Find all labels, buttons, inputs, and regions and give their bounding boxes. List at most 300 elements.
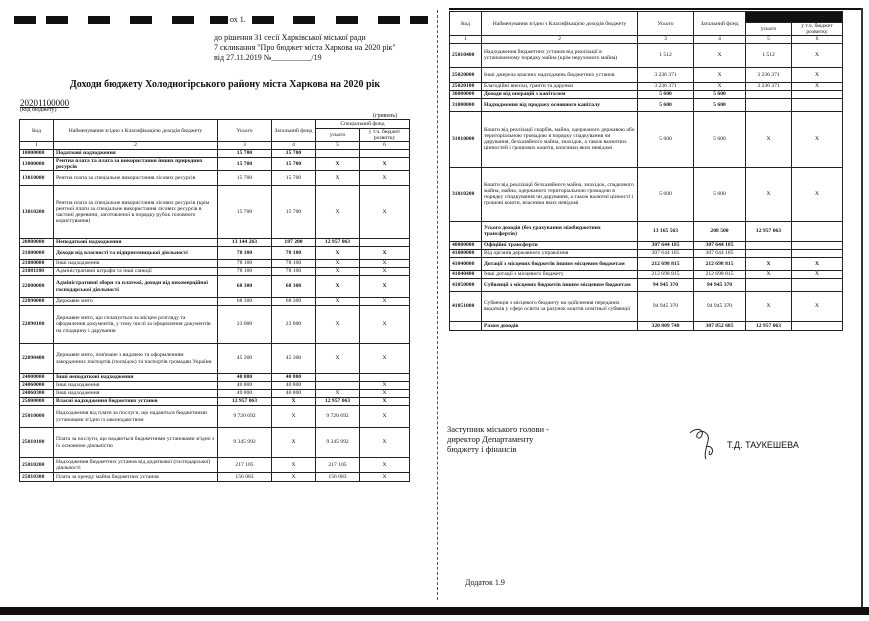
row-special: X xyxy=(316,260,360,268)
row-general: 187 200 xyxy=(272,239,316,247)
row-name: Благодійні внески, гранти та дарунки xyxy=(482,82,638,90)
row-special: X xyxy=(316,171,360,186)
row-code: 22090400 xyxy=(20,344,54,374)
row-development: X xyxy=(360,382,410,390)
row-code: 41040000 xyxy=(450,257,482,270)
table-row xyxy=(450,291,843,321)
table-row xyxy=(20,239,410,247)
table-row xyxy=(20,171,410,186)
row-development: X xyxy=(792,43,843,67)
row-total: 40 800 xyxy=(218,382,272,390)
row-name: Усього доходів (без урахування міжбюджетних трансфертів) xyxy=(482,221,638,241)
row-development: X xyxy=(792,167,843,221)
row-development xyxy=(360,149,410,157)
row-code: 41050000 xyxy=(450,278,482,291)
row-total: 68 300 xyxy=(218,276,272,298)
col-number: 5 xyxy=(316,142,360,149)
handwritten-signature xyxy=(686,423,726,463)
row-development: X xyxy=(360,157,410,170)
row-code: 25020100 xyxy=(450,82,482,90)
row-general: 15 700 xyxy=(272,149,316,157)
row-development: X xyxy=(360,298,410,306)
row-total: 45 300 xyxy=(218,344,272,374)
table-row xyxy=(450,111,843,167)
row-code: 21000000 xyxy=(20,247,54,260)
row-development xyxy=(792,221,843,241)
redaction-bar xyxy=(210,16,228,24)
row-special xyxy=(746,249,792,257)
redaction-bar xyxy=(336,16,358,24)
row-general: 15 700 xyxy=(272,157,316,170)
row-name: Офіційні трансферти xyxy=(482,241,638,249)
row-special: 12 957 063 xyxy=(746,221,792,241)
row-special: X xyxy=(316,186,360,239)
row-code: 41051000 xyxy=(450,291,482,321)
row-special: X xyxy=(316,306,360,344)
col-header-general: Загальний фонд xyxy=(694,12,746,36)
row-code: 25010100 xyxy=(20,428,54,458)
row-total: 320 809 748 xyxy=(638,321,694,330)
row-total: 78 100 xyxy=(218,260,272,268)
row-code: 24000000 xyxy=(20,374,54,382)
table-row xyxy=(20,406,410,428)
table-row xyxy=(20,276,410,298)
redaction-bar xyxy=(410,16,428,24)
row-special xyxy=(316,382,360,390)
row-name: Неподаткові надходження xyxy=(54,239,218,247)
row-general: X xyxy=(272,406,316,428)
row-name: Разом доходів xyxy=(482,321,638,330)
page-title: Доходи бюджету Холодногірського району міста Харкова на 2020 рік xyxy=(69,79,381,90)
table-row xyxy=(20,186,410,239)
row-special: 3 236 371 xyxy=(746,67,792,82)
row-general: X xyxy=(694,43,746,67)
redaction-bar xyxy=(130,16,152,24)
row-general: 208 500 xyxy=(694,221,746,241)
redaction-bar xyxy=(46,16,68,24)
row-special: 217 105 xyxy=(316,458,360,473)
row-general: 78 100 xyxy=(272,247,316,260)
row-name: Державне мито, що сплачується за місцем розгляду та оформлення документів, у тому числі за оформлення документів на спадщину і дарування xyxy=(54,306,218,344)
row-total: 40 800 xyxy=(218,390,272,398)
row-total: 13 144 263 xyxy=(218,239,272,247)
row-code: 13010200 xyxy=(20,186,54,239)
row-development: X xyxy=(360,186,410,239)
col-header-code: Код xyxy=(450,12,482,36)
row-total: 3 236 371 xyxy=(638,67,694,82)
col-number: 1 xyxy=(20,142,54,149)
row-total: 307 644 185 xyxy=(638,249,694,257)
row-special: X xyxy=(746,167,792,221)
row-name: Доходи від операцій з капіталом xyxy=(482,90,638,98)
row-total: 212 698 815 xyxy=(638,270,694,278)
row-name: Субвенції з місцевих бюджетів іншим місцевим бюджетам xyxy=(482,278,638,291)
row-development: X xyxy=(360,390,410,398)
row-code: 40000000 xyxy=(450,241,482,249)
row-special: 12 957 063 xyxy=(316,239,360,247)
row-code: 22000000 xyxy=(20,276,54,298)
col-header-name: Найменування згідно з Класифікацією доходів бюджету xyxy=(54,120,218,142)
row-code: 31010000 xyxy=(450,111,482,167)
row-development: X xyxy=(360,306,410,344)
row-name: Інші неподаткові надходження xyxy=(54,374,218,382)
row-general: 68 300 xyxy=(272,276,316,298)
row-general: X xyxy=(272,428,316,458)
col-header-name: Найменування згідно з Класифікацією доходів бюджету xyxy=(482,12,638,36)
row-code: 21080000 xyxy=(20,260,54,268)
right-edge-bar xyxy=(861,8,863,608)
row-total: 5 600 xyxy=(638,167,694,221)
col-header-special-dev: у т.ч. бюджет розвитку xyxy=(360,129,410,142)
col-header-special: Спеціальний фонд xyxy=(316,120,410,129)
row-name: Доходи від власності та підприємницької діяльності xyxy=(54,247,218,260)
row-code: 25020000 xyxy=(450,67,482,82)
row-name: Плата за послуги, що надаються бюджетними установами згідно з їх основною діяльністю xyxy=(54,428,218,458)
row-name: Плата за оренду майна бюджетних установ xyxy=(54,473,218,482)
row-development xyxy=(792,278,843,291)
table-row xyxy=(20,473,410,482)
row-general: 307 852 685 xyxy=(694,321,746,330)
row-special: X xyxy=(316,344,360,374)
col-number: 2 xyxy=(482,36,638,43)
table-row xyxy=(20,298,410,306)
row-general: 68 300 xyxy=(272,298,316,306)
row-development: X xyxy=(360,428,410,458)
signature-line-2: директор Департаменту xyxy=(447,434,534,444)
row-development: X xyxy=(792,111,843,167)
table-row xyxy=(450,270,843,278)
row-name: Субвенція з місцевого бюджету на здійснення переданих видатків у сфері освіти за рахунок коштів освітньої субвенції xyxy=(482,291,638,321)
row-code: 13000000 xyxy=(20,157,54,170)
row-name: Державне мито, пов'язане з видачею та оформленням закордонних паспортів (посвідок) та паспортів громадян України xyxy=(54,344,218,374)
row-code: 10000000 xyxy=(20,149,54,157)
row-general: 45 300 xyxy=(272,344,316,374)
col-header-total: Усього xyxy=(638,12,694,36)
col-number: 3 xyxy=(218,142,272,149)
row-name: Адміністративні штрафи та інші санкції xyxy=(54,268,218,276)
row-general: X xyxy=(694,82,746,90)
top-edge-bar xyxy=(449,8,861,10)
col-number: 2 xyxy=(54,142,218,149)
row-general: 78 100 xyxy=(272,268,316,276)
row-name: Інші надходження xyxy=(54,390,218,398)
row-development: X xyxy=(792,257,843,270)
row-total: 15 700 xyxy=(218,186,272,239)
row-development: X xyxy=(792,67,843,82)
redaction-bar xyxy=(293,16,315,24)
row-special: 1 512 xyxy=(746,43,792,67)
row-code: 13010000 xyxy=(20,171,54,186)
row-special xyxy=(746,241,792,249)
row-development: X xyxy=(360,473,410,482)
row-total: 212 698 815 xyxy=(638,257,694,270)
row-total: 78 100 xyxy=(218,268,272,276)
table-row xyxy=(450,98,843,111)
table-row xyxy=(450,82,843,90)
row-general: X xyxy=(694,67,746,82)
table-row xyxy=(450,167,843,221)
row-general: 40 800 xyxy=(272,390,316,398)
col-number: 4 xyxy=(694,36,746,43)
budget-code: 20201100000 xyxy=(20,98,70,108)
row-total: 217 105 xyxy=(218,458,272,473)
row-special xyxy=(746,98,792,111)
row-special: 12 957 063 xyxy=(316,398,360,406)
row-special: 3 236 371 xyxy=(746,82,792,90)
row-development: X xyxy=(360,398,410,406)
right-income-table xyxy=(449,11,843,331)
table-row xyxy=(20,268,410,276)
row-total: 78 100 xyxy=(218,247,272,260)
row-code: 21081100 xyxy=(20,268,54,276)
table-row xyxy=(20,374,410,382)
row-special: X xyxy=(316,157,360,170)
signature-line-1: Заступник міського голови - xyxy=(447,424,549,434)
row-code: 22090100 xyxy=(20,306,54,344)
row-code: 30000000 xyxy=(450,90,482,98)
col-number: 1 xyxy=(450,36,482,43)
row-name: Надходження бюджетних установ від реалізації в установленому порядку майна (крім нерухомого майна) xyxy=(482,43,638,67)
row-general: 15 700 xyxy=(272,171,316,186)
row-total: 15 700 xyxy=(218,171,272,186)
page-divider xyxy=(437,10,438,600)
table-row xyxy=(20,260,410,268)
redaction-bar xyxy=(252,16,274,24)
row-name: Рентна плата за спеціальне використання лісових ресурсів (крім рентної плати за спеціальне використання лісових ресурсів в частині деревини, заготовленої в порядку рубок головного користування) xyxy=(54,186,218,239)
row-special: 9 345 992 xyxy=(316,428,360,458)
header-line-1: до рішення 31 сесії Харківської міської ради xyxy=(214,33,366,42)
row-name: Інші джерела власних надходжень бюджетних установ xyxy=(482,67,638,82)
row-development xyxy=(792,249,843,257)
col-number: 6 xyxy=(360,142,410,149)
row-code: 25010000 xyxy=(20,406,54,428)
col-header-total: Усього xyxy=(218,120,272,142)
row-special: X xyxy=(316,247,360,260)
col-header-general: Загальний фонд xyxy=(272,120,316,142)
redaction-bar xyxy=(378,16,400,24)
row-total: 307 644 185 xyxy=(638,241,694,249)
row-general: 212 698 815 xyxy=(694,257,746,270)
row-general: X xyxy=(272,458,316,473)
row-general: 5 600 xyxy=(694,90,746,98)
row-name: Кошти від реалізації безхазяйного майна, знахідок, спадкового майна, майна, одержаного територіальною громадою в порядку спадкування чи дарування, а також валютні цінності і грошові кошти, власники яких невідомі xyxy=(482,167,638,221)
row-code: 24060000 xyxy=(20,382,54,390)
col-header-special-total: усього xyxy=(746,23,792,36)
table-row xyxy=(20,344,410,374)
annex-label: ох 1. xyxy=(230,15,246,24)
row-development xyxy=(792,241,843,249)
row-general: X xyxy=(272,398,316,406)
row-general: 307 644 185 xyxy=(694,249,746,257)
header-line-2: 7 скликання "Про бюджет міста Харкова на 2020 рік" xyxy=(214,43,396,52)
row-name: Надходження бюджетних установ від додаткової (господарської) діяльності xyxy=(54,458,218,473)
row-total: 1 512 xyxy=(638,43,694,67)
row-total: 15 700 xyxy=(218,149,272,157)
row-code xyxy=(450,221,482,241)
row-total: 3 236 371 xyxy=(638,82,694,90)
row-name: Інші надходження xyxy=(54,260,218,268)
table-row xyxy=(450,278,843,291)
row-name: Від органів державного управління xyxy=(482,249,638,257)
header-line-3: від 27.11.2019 №__________/19 xyxy=(214,53,322,62)
table-row xyxy=(20,428,410,458)
table-row xyxy=(20,382,410,390)
table-row xyxy=(450,43,843,67)
row-special: X xyxy=(316,298,360,306)
row-special: X xyxy=(746,291,792,321)
row-development xyxy=(792,321,843,330)
row-development xyxy=(360,374,410,382)
row-name: Дотації з місцевих бюджетів іншим місцевим бюджетам xyxy=(482,257,638,270)
row-development: X xyxy=(360,276,410,298)
row-total: 5 600 xyxy=(638,90,694,98)
row-total: 40 800 xyxy=(218,374,272,382)
row-general: 5 600 xyxy=(694,111,746,167)
row-development: X xyxy=(360,458,410,473)
redaction-bar xyxy=(172,16,194,24)
row-development: X xyxy=(792,270,843,278)
row-general: 23 000 xyxy=(272,306,316,344)
col-number: 4 xyxy=(272,142,316,149)
row-name: Інші надходження xyxy=(54,382,218,390)
row-name: Надходження від плати за послуги, що надаються бюджетними установами згідно із законодавством xyxy=(54,406,218,428)
row-special: X xyxy=(746,270,792,278)
table-row xyxy=(20,157,410,170)
bottom-edge-bar xyxy=(0,607,869,615)
row-development xyxy=(792,98,843,111)
table-row xyxy=(20,149,410,157)
table-row xyxy=(450,321,843,330)
col-header-special-total: усього xyxy=(316,129,360,142)
row-special xyxy=(316,149,360,157)
row-total: 9 720 692 xyxy=(218,406,272,428)
row-name: Рентна плата за спеціальне використання лісових ресурсів xyxy=(54,171,218,186)
row-general: 40 800 xyxy=(272,374,316,382)
row-special xyxy=(316,374,360,382)
row-total: 94 945 370 xyxy=(638,291,694,321)
row-general: 78 100 xyxy=(272,260,316,268)
row-general: 5 600 xyxy=(694,167,746,221)
row-name: Державне мито xyxy=(54,298,218,306)
table-row xyxy=(20,458,410,473)
footer-annex: Додаток 1.9 xyxy=(465,578,505,587)
row-development: X xyxy=(360,260,410,268)
row-special: 9 720 692 xyxy=(316,406,360,428)
table-row xyxy=(450,90,843,98)
row-special: X xyxy=(316,268,360,276)
row-name: Надходження від продажу основного капіталу xyxy=(482,98,638,111)
redaction-bar xyxy=(88,16,110,24)
col-number: 3 xyxy=(638,36,694,43)
row-development: X xyxy=(792,291,843,321)
row-special xyxy=(746,90,792,98)
col-number: 5 xyxy=(746,36,792,43)
row-special: X xyxy=(316,390,360,398)
table-row xyxy=(20,247,410,260)
row-special: X xyxy=(746,257,792,270)
row-total: 156 083 xyxy=(218,473,272,482)
row-development: X xyxy=(360,268,410,276)
row-code: 41040400 xyxy=(450,270,482,278)
table-row xyxy=(450,257,843,270)
row-code: 20000000 xyxy=(20,239,54,247)
row-code: 25010200 xyxy=(20,458,54,473)
table-row xyxy=(20,390,410,398)
table-row xyxy=(20,306,410,344)
redaction-bar xyxy=(14,16,36,24)
row-special xyxy=(746,278,792,291)
row-code: 25000000 xyxy=(20,398,54,406)
row-total: 5 600 xyxy=(638,98,694,111)
row-development: X xyxy=(360,171,410,186)
row-name: Кошти від реалізації скарбів, майна, одержаного державою або територіальною громадою в порядку спадкування чи дарування, безхазяйного майна, знахідок, а також валютних цінностей і грошових коштів, власники яких невідомі xyxy=(482,111,638,167)
row-development: X xyxy=(792,82,843,90)
row-name: Інші дотації з місцевого бюджету xyxy=(482,270,638,278)
row-general: 94 945 370 xyxy=(694,278,746,291)
row-code: 31010200 xyxy=(450,167,482,221)
row-development xyxy=(360,239,410,247)
row-general: 15 700 xyxy=(272,186,316,239)
row-general: 40 800 xyxy=(272,382,316,390)
col-header-code: Код xyxy=(20,120,54,142)
row-general: 5 600 xyxy=(694,98,746,111)
row-code: 41000000 xyxy=(450,249,482,257)
row-name: Адміністративні збори та платежі, доходи від некомерційної господарської діяльності xyxy=(54,276,218,298)
row-code: 31000000 xyxy=(450,98,482,111)
currency-unit: (гривень) xyxy=(373,113,398,119)
row-general: 94 945 370 xyxy=(694,291,746,321)
signature-line-3: бюджету і фінансів xyxy=(447,444,517,454)
row-development: X xyxy=(360,344,410,374)
left-income-table xyxy=(19,119,410,482)
col-header-special-redacted xyxy=(746,12,843,23)
row-code: 25010400 xyxy=(450,43,482,67)
signatory-name: Т.Д. ТАУКЕШЕВА xyxy=(727,440,799,450)
row-development: X xyxy=(360,406,410,428)
row-name: Рентна плата та плата за використання інших природних ресурсів xyxy=(54,157,218,170)
col-number: 6 xyxy=(792,36,843,43)
row-total: 9 345 992 xyxy=(218,428,272,458)
row-development: X xyxy=(360,247,410,260)
row-total: 13 165 563 xyxy=(638,221,694,241)
row-name: Податкові надходження xyxy=(54,149,218,157)
row-total: 94 945 370 xyxy=(638,278,694,291)
row-total: 68 300 xyxy=(218,298,272,306)
table-row xyxy=(20,398,410,406)
table-row xyxy=(450,249,843,257)
row-special: 156 083 xyxy=(316,473,360,482)
row-name: Власні надходження бюджетних установ xyxy=(54,398,218,406)
row-code xyxy=(450,321,482,330)
col-header-special-dev: у т.ч. бюджет розвитку xyxy=(792,23,843,36)
row-code: 22090000 xyxy=(20,298,54,306)
budget-code-label: (код бюджету) xyxy=(20,107,57,113)
row-code: 25010300 xyxy=(20,473,54,482)
row-special: 12 957 063 xyxy=(746,321,792,330)
row-general: 307 644 185 xyxy=(694,241,746,249)
table-row xyxy=(450,67,843,82)
table-row xyxy=(450,221,843,241)
row-total: 5 600 xyxy=(638,111,694,167)
row-special: X xyxy=(316,276,360,298)
row-code: 24060300 xyxy=(20,390,54,398)
row-total: 12 957 063 xyxy=(218,398,272,406)
row-general: 212 698 815 xyxy=(694,270,746,278)
row-total: 15 700 xyxy=(218,157,272,170)
row-development xyxy=(792,90,843,98)
table-row xyxy=(450,241,843,249)
row-total: 23 000 xyxy=(218,306,272,344)
